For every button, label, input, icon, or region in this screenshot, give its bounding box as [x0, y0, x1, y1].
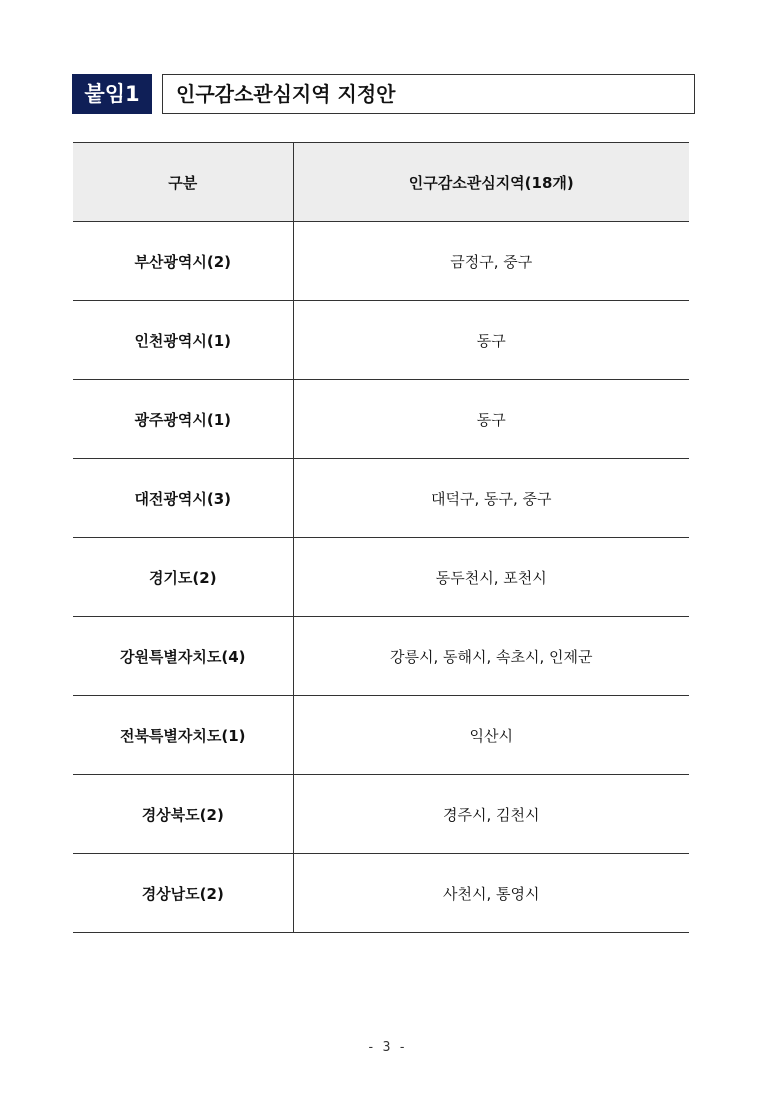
table-row — [73, 222, 689, 301]
table-header-row — [73, 143, 689, 222]
areas-cell: 금정구, 중구 — [293, 222, 689, 301]
attachment-header — [72, 74, 695, 114]
attachment-badge: 붙임1 — [72, 74, 152, 114]
page-number: - 3 - — [366, 1040, 407, 1055]
table-row — [73, 617, 689, 696]
column-header-areas: 인구감소관심지역(18개) — [293, 143, 689, 222]
region-cell: 부산광역시(2) — [73, 222, 293, 301]
regions-table — [73, 142, 689, 933]
region-cell: 경기도(2) — [73, 538, 293, 617]
region-cell: 강원특별자치도(4) — [73, 617, 293, 696]
areas-cell: 동구 — [293, 380, 689, 459]
table-row — [73, 538, 689, 617]
areas-cell: 동구 — [293, 301, 689, 380]
document-title: 인구감소관심지역 지정안 — [162, 74, 695, 114]
areas-cell: 익산시 — [293, 696, 689, 775]
region-cell: 경상북도(2) — [73, 775, 293, 854]
areas-cell: 동두천시, 포천시 — [293, 538, 689, 617]
areas-cell: 경주시, 김천시 — [293, 775, 689, 854]
table-row — [73, 854, 689, 933]
table-row — [73, 775, 689, 854]
table-row — [73, 459, 689, 538]
areas-cell: 강릉시, 동해시, 속초시, 인제군 — [293, 617, 689, 696]
table-row — [73, 301, 689, 380]
areas-cell: 사천시, 통영시 — [293, 854, 689, 933]
table-row — [73, 380, 689, 459]
region-cell: 대전광역시(3) — [73, 459, 293, 538]
table-row — [73, 696, 689, 775]
region-cell: 경상남도(2) — [73, 854, 293, 933]
region-cell: 광주광역시(1) — [73, 380, 293, 459]
region-cell: 인천광역시(1) — [73, 301, 293, 380]
areas-cell: 대덕구, 동구, 중구 — [293, 459, 689, 538]
column-header-category: 구분 — [73, 143, 293, 222]
region-cell: 전북특별자치도(1) — [73, 696, 293, 775]
